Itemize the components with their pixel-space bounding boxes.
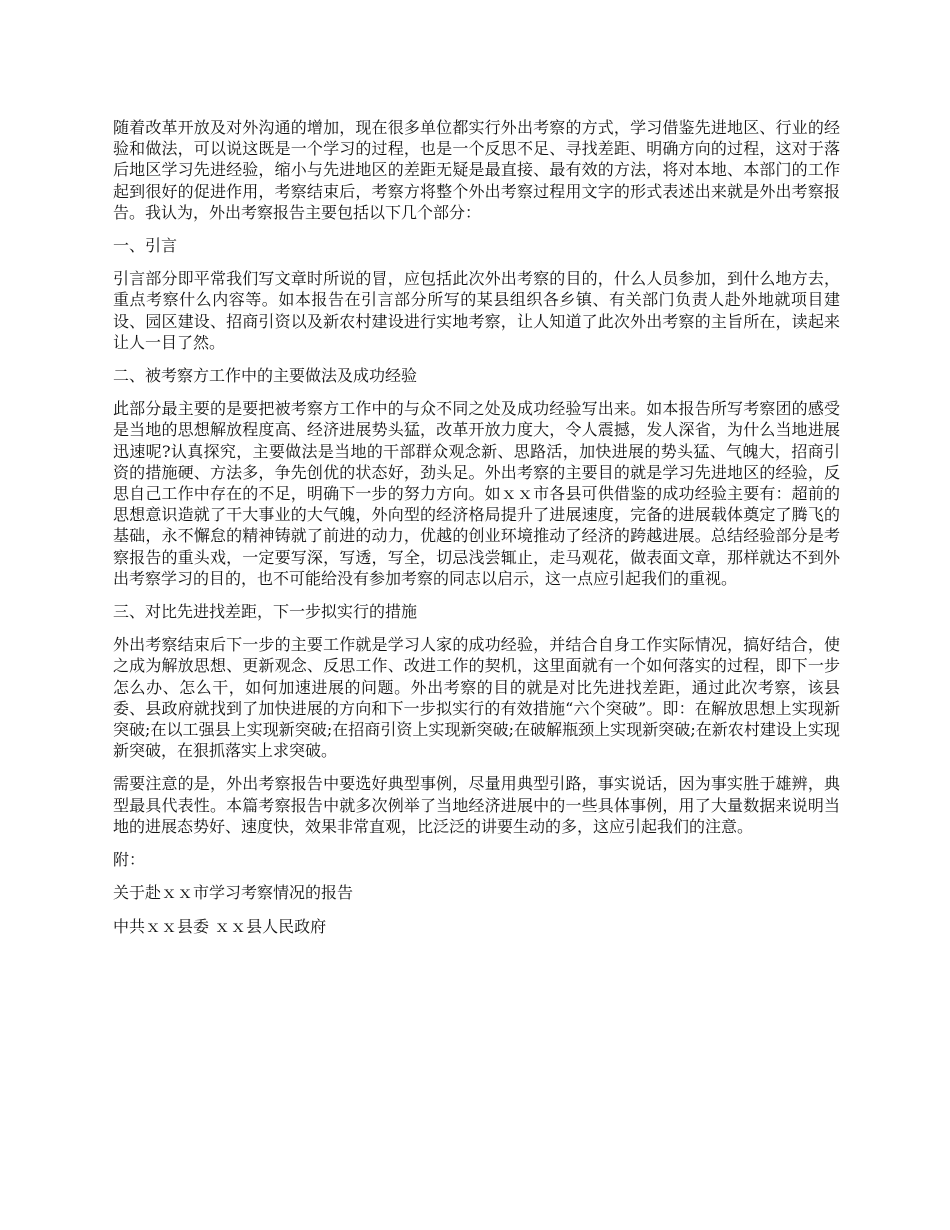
appendix-author: 中共ｘｘ县委 ｘｘ县人民政府	[113, 916, 327, 936]
document-page	[113, 117, 840, 949]
section1-heading: 一、引言	[113, 236, 178, 256]
appendix-title: 关于赴ｘｘ市学习考察情况的报告	[113, 883, 354, 903]
section2-paragraph: 此部分最主要的是要把被考察方工作中的与众不同之处及成功经验写出来。如本报告所写考察团的感受是当地的思想解放程度高、经济进展势头猛，改革开放力度大，令人震撼，发人深省，为什么当地进展迅速呢?认真探究，主要做法是当地的干部群众观念新、思路活，加快进展的势头猛、气魄大，招商引资的措施硬、方法多，争先创优的状态好，劲头足。外出考察的主要目的就是学习先进地区的经验，反思自己工作中存在的不足，明确下一步的努力方向。如ｘｘ市各县可供借鉴的成功经验主要有：超前的思想意识造就了干大事业的大气魄，外向型的经济格局提升了进展速度，完备的进展载体奠定了腾飞的基础，永不懈怠的精神铸就了前进的动力，优越的创业环境推动了经济的跨越进展。总结经验部分是考察报告的重头戏，一定要写深，写透，写全，切忌浅尝辄止，走马观花，做表面文章，那样就达不到外出考察学习的目的，也不可能给没有参加考察的同志以启示，这一点应引起我们的重视。	[113, 399, 840, 588]
intro-paragraph: 随着改革开放及对外沟通的增加，现在很多单位都实行外出考察的方式，学习借鉴先进地区、行业的经验和做法，可以说这既是一个学习的过程，也是一个反思不足、寻找差距、明确方向的过程，这对于落后地区学习先进经验，缩小与先进地区的差距无疑是最直接、最有效的方法，将对本地、本部门的工作起到很好的促进作用，考察结束后，考察方将整个外出考察过程用文字的形式表述出来就是外出考察报告。我认为，外出考察报告主要包括以下几个部分：	[113, 118, 840, 222]
section2-heading: 二、被考察方工作中的主要做法及成功经验	[113, 366, 418, 386]
section1-paragraph: 引言部分即平常我们写文章时所说的冒，应包括此次外出考察的目的，什么人员参加，到什么地方去，重点考察什么内容等。如本报告在引言部分所写的某县组织各乡镇、有关部门负责人赴外地就项目建设、园区建设、招商引资以及新农村建设进行实地考察，让人知道了此次外出考察的主旨所在，读起来让人一目了然。	[113, 269, 840, 352]
section3-heading: 三、对比先进找差距，下一步拟实行的措施	[113, 602, 418, 622]
appendix-label: 附：	[113, 850, 146, 870]
note-paragraph: 需要注意的是，外出考察报告中要选好典型事例，尽量用典型引路，事实说话，因为事实胜于雄辨，典型最具代表性。本篇考察报告中就多次例举了当地经济进展中的一些具体事例，用了大量数据来说明当地的进展态势好、速度快，效果非常直观，比泛泛的讲要生动的多，这应引起我们的注意。	[113, 774, 840, 836]
section3-paragraph: 外出考察结束后下一步的主要工作就是学习人家的成功经验，并结合自身工作实际情况，搞好结合，使之成为解放思想、更新观念、反思工作、改进工作的契机，这里面就有一个如何落实的过程，即下一步怎么办、怎么干，如何加速进展的问题。外出考察的目的就是对比先进找差距，通过此次考察，该县委、县政府就找到了加快进展的方向和下一步拟实行的有效措施“六个突破”。即：在解放思想上实现新突破;在以工强县上实现新突破;在招商引资上实现新突破;在破解瓶颈上实现新突破;在新农村建设上实现新突破，在狠抓落实上求突破。	[113, 635, 840, 761]
